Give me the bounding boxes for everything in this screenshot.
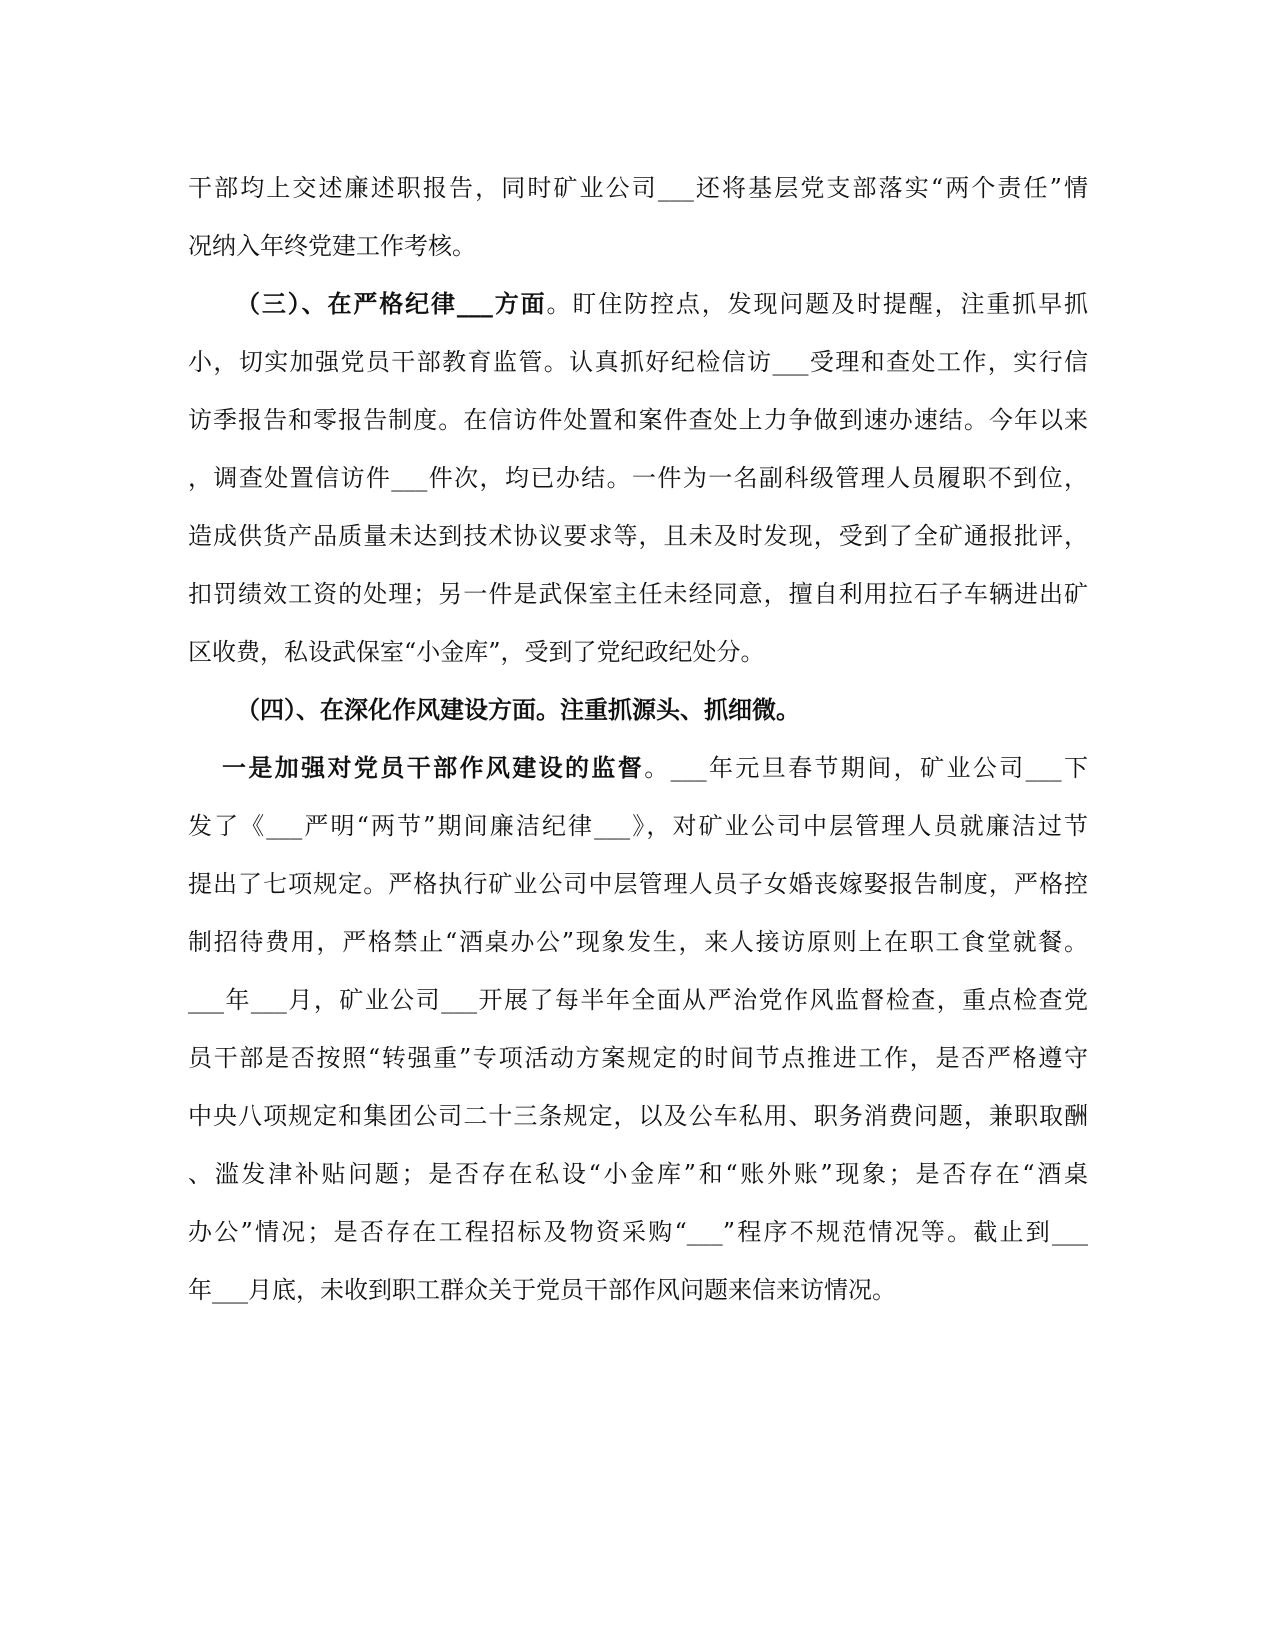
text-line-1: 干部均上交述廉述职报告，同时矿业公司___还将基层党支部落实“两个责任”情 — [188, 174, 1088, 202]
text-line-2: 况纳入年终党建工作考核。 — [188, 232, 476, 260]
section-4-heading: （四）、在深化作风建设方面。注重抓源头、抓细微。 — [236, 695, 800, 724]
text-line-5: 访季报告和零报告制度。在信访件处置和案件查处上力争做到速办速结。今年以来 — [188, 406, 1088, 434]
text-line-18: 、滥发津补贴问题；是否存在私设“小金库”和“账外账”现象；是否存在“酒桌 — [188, 1160, 1088, 1188]
document-body — [188, 168, 1088, 1328]
point-1-text: 。___年元旦春节期间，矿业公司___下 — [644, 754, 1089, 782]
text-line-6: ，调查处置信访件___件次，均已办结。一件为一名副科级管理人员履职不到位， — [188, 464, 1088, 492]
point-1-paragraph-start — [188, 748, 1088, 806]
point-1-heading: 一是加强对党员干部作风建设的监督 — [222, 753, 645, 782]
section-3-heading: （三）、在严格纪律___方面 — [236, 289, 547, 318]
text-line-15: ___年___月，矿业公司___开展了每半年全面从严治党作风监督检查，重点检查党 — [188, 986, 1088, 1014]
text-line-9: 区收费，私设武保室“小金库”，受到了党纪政纪处分。 — [188, 638, 765, 666]
text-line-4: 小，切实加强党员干部教育监管。认真抓好纪检信访___受理和查处工作，实行信 — [188, 348, 1088, 376]
text-line-17: 中央八项规定和集团公司二十三条规定，以及公车私用、职务消费问题，兼职取酬 — [188, 1102, 1088, 1130]
text-line-7: 造成供货产品质量未达到技术协议要求等，且未及时发现，受到了全矿通报批评， — [188, 522, 1088, 550]
text-line-16: 员干部是否按照“转强重”专项活动方案规定的时间节点推进工作，是否严格遵守 — [188, 1044, 1088, 1072]
text-line-13: 提出了七项规定。严格执行矿业公司中层管理人员子女婚丧嫁娶报告制度，严格控 — [188, 870, 1088, 898]
text-line-19: 办公”情况；是否存在工程招标及物资采购“___”程序不规范情况等。截止到___ — [188, 1218, 1088, 1246]
section-3-text: 。盯住防控点，发现问题及时提醒，注重抓早抓 — [546, 290, 1088, 318]
text-line-12: 发了《___严明“两节”期间廉洁纪律___》，对矿业公司中层管理人员就廉洁过节 — [188, 812, 1088, 840]
text-line-8: 扣罚绩效工资的处理；另一件是武保室主任未经同意，擅自利用拉石子车辆进出矿 — [188, 580, 1088, 608]
text-line-20: 年___月底，未收到职工群众关于党员干部作风问题来信来访情况。 — [188, 1276, 896, 1304]
section-3-paragraph-start — [188, 284, 1088, 342]
text-line-14: 制招待费用，严格禁止“酒桌办公”现象发生，来人接访原则上在职工食堂就餐。 — [188, 928, 1088, 956]
